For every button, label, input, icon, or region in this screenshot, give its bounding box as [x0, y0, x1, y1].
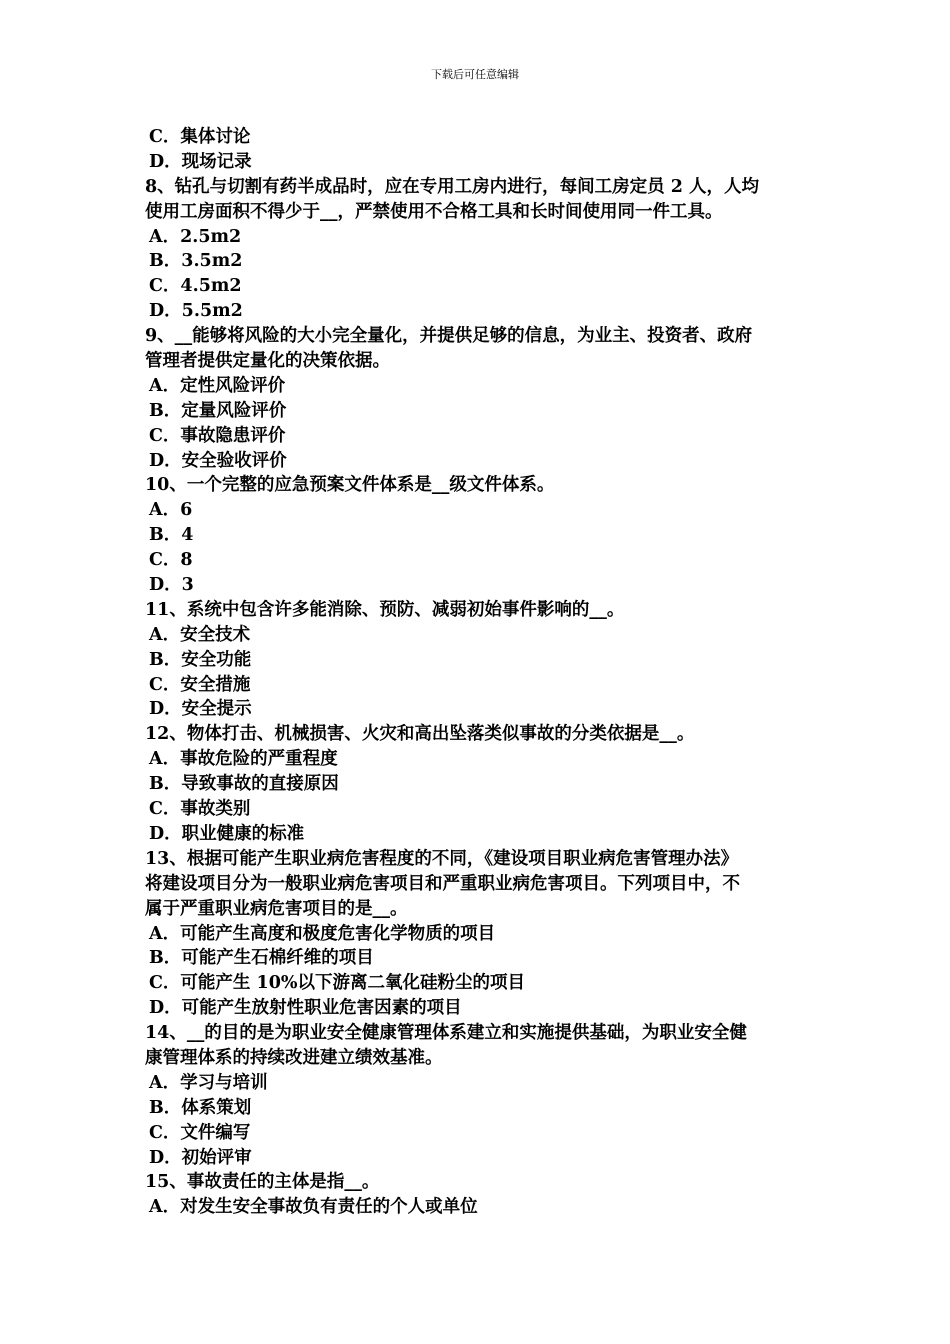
answer-option: D．3 [149, 575, 194, 596]
answer-option: B．定量风险评价 [149, 400, 287, 421]
answer-option: D．安全提示 [149, 699, 252, 720]
answer-option: A．对发生安全事故负有责任的个人或单位 [149, 1197, 478, 1218]
answer-option: B．4 [149, 525, 194, 546]
question-text-line: 13、根据可能产生职业病危害程度的不同，《建设项目职业病危害管理办法》 [145, 848, 739, 869]
answer-option: B．体系策划 [149, 1097, 252, 1118]
answer-option: C．集体讨论 [149, 127, 251, 147]
answer-option: D．可能产生放射性职业危害因素的项目 [149, 998, 462, 1019]
question-text-line: 管理者提供定量化的决策依据。 [145, 351, 390, 372]
answer-option: B．导致事故的直接原因 [149, 774, 339, 795]
answer-option: C．文件编写 [149, 1122, 251, 1143]
question-text-line: 属于严重职业病危害项目的是__。 [145, 898, 408, 919]
question-text-line: 康管理体系的持续改进建立绩效基准。 [145, 1047, 443, 1068]
answer-option: A．2.5m2 [149, 226, 242, 247]
question-text-line: 14、__的目的是为职业安全健康管理体系建立和实施提供基础，为职业安全健 [145, 1023, 747, 1044]
answer-option: A．学习与培训 [149, 1072, 268, 1093]
answer-option: B．3.5m2 [149, 251, 243, 272]
answer-option: A．6 [149, 500, 193, 521]
question-text-line: 9、__能够将风险的大小完全量化，并提供足够的信息，为业主、投资者、政府 [145, 326, 753, 347]
answer-option: D．安全验收评价 [149, 450, 287, 471]
answer-option: A．可能产生高度和极度危害化学物质的项目 [149, 923, 496, 944]
answer-option: A．定性风险评价 [149, 375, 286, 396]
answer-option: A．安全技术 [149, 624, 251, 645]
question-text-line: 将建设项目分为一般职业病危害项目和严重职业病危害项目。下列项目中，不 [145, 873, 740, 894]
answer-option: D．初始评审 [149, 1147, 252, 1168]
question-text-line: 10、一个完整的应急预案文件体系是__级文件体系。 [145, 475, 555, 496]
question-text-line: 8、钻孔与切割有药半成品时，应在专用工房内进行，每间工房定员 2 人，人均 [145, 176, 760, 197]
page-header: 下载后可任意编辑 [431, 68, 519, 81]
question-text-line: 12、物体打击、机械损害、火灾和高出坠落类似事故的分类依据是__。 [145, 724, 695, 745]
answer-option: D．5.5m2 [149, 301, 243, 322]
question-text-line: 11、系统中包含许多能消除、预防、减弱初始事件影响的__。 [145, 599, 625, 620]
answer-option: C．可能产生 10%以下游离二氧化硅粉尘的项目 [149, 973, 526, 994]
answer-option: C．4.5m2 [149, 276, 242, 297]
question-text-line: 使用工房面积不得少于__，严禁使用不合格工具和长时间使用同一件工具。 [145, 201, 723, 222]
answer-option: A．事故危险的严重程度 [149, 749, 338, 770]
question-text-line: 15、事故责任的主体是指__。 [145, 1172, 380, 1193]
answer-option: C．8 [149, 550, 193, 571]
answer-option: C．安全措施 [149, 674, 251, 695]
answer-option: D．现场记录 [149, 151, 252, 172]
document-body [145, 125, 810, 1220]
answer-option: C．事故类别 [149, 799, 251, 820]
answer-option: B．可能产生石棉纤维的项目 [149, 948, 374, 969]
answer-option: B．安全功能 [149, 649, 252, 670]
answer-option: C．事故隐患评价 [149, 425, 286, 446]
answer-option: D．职业健康的标准 [149, 823, 305, 844]
